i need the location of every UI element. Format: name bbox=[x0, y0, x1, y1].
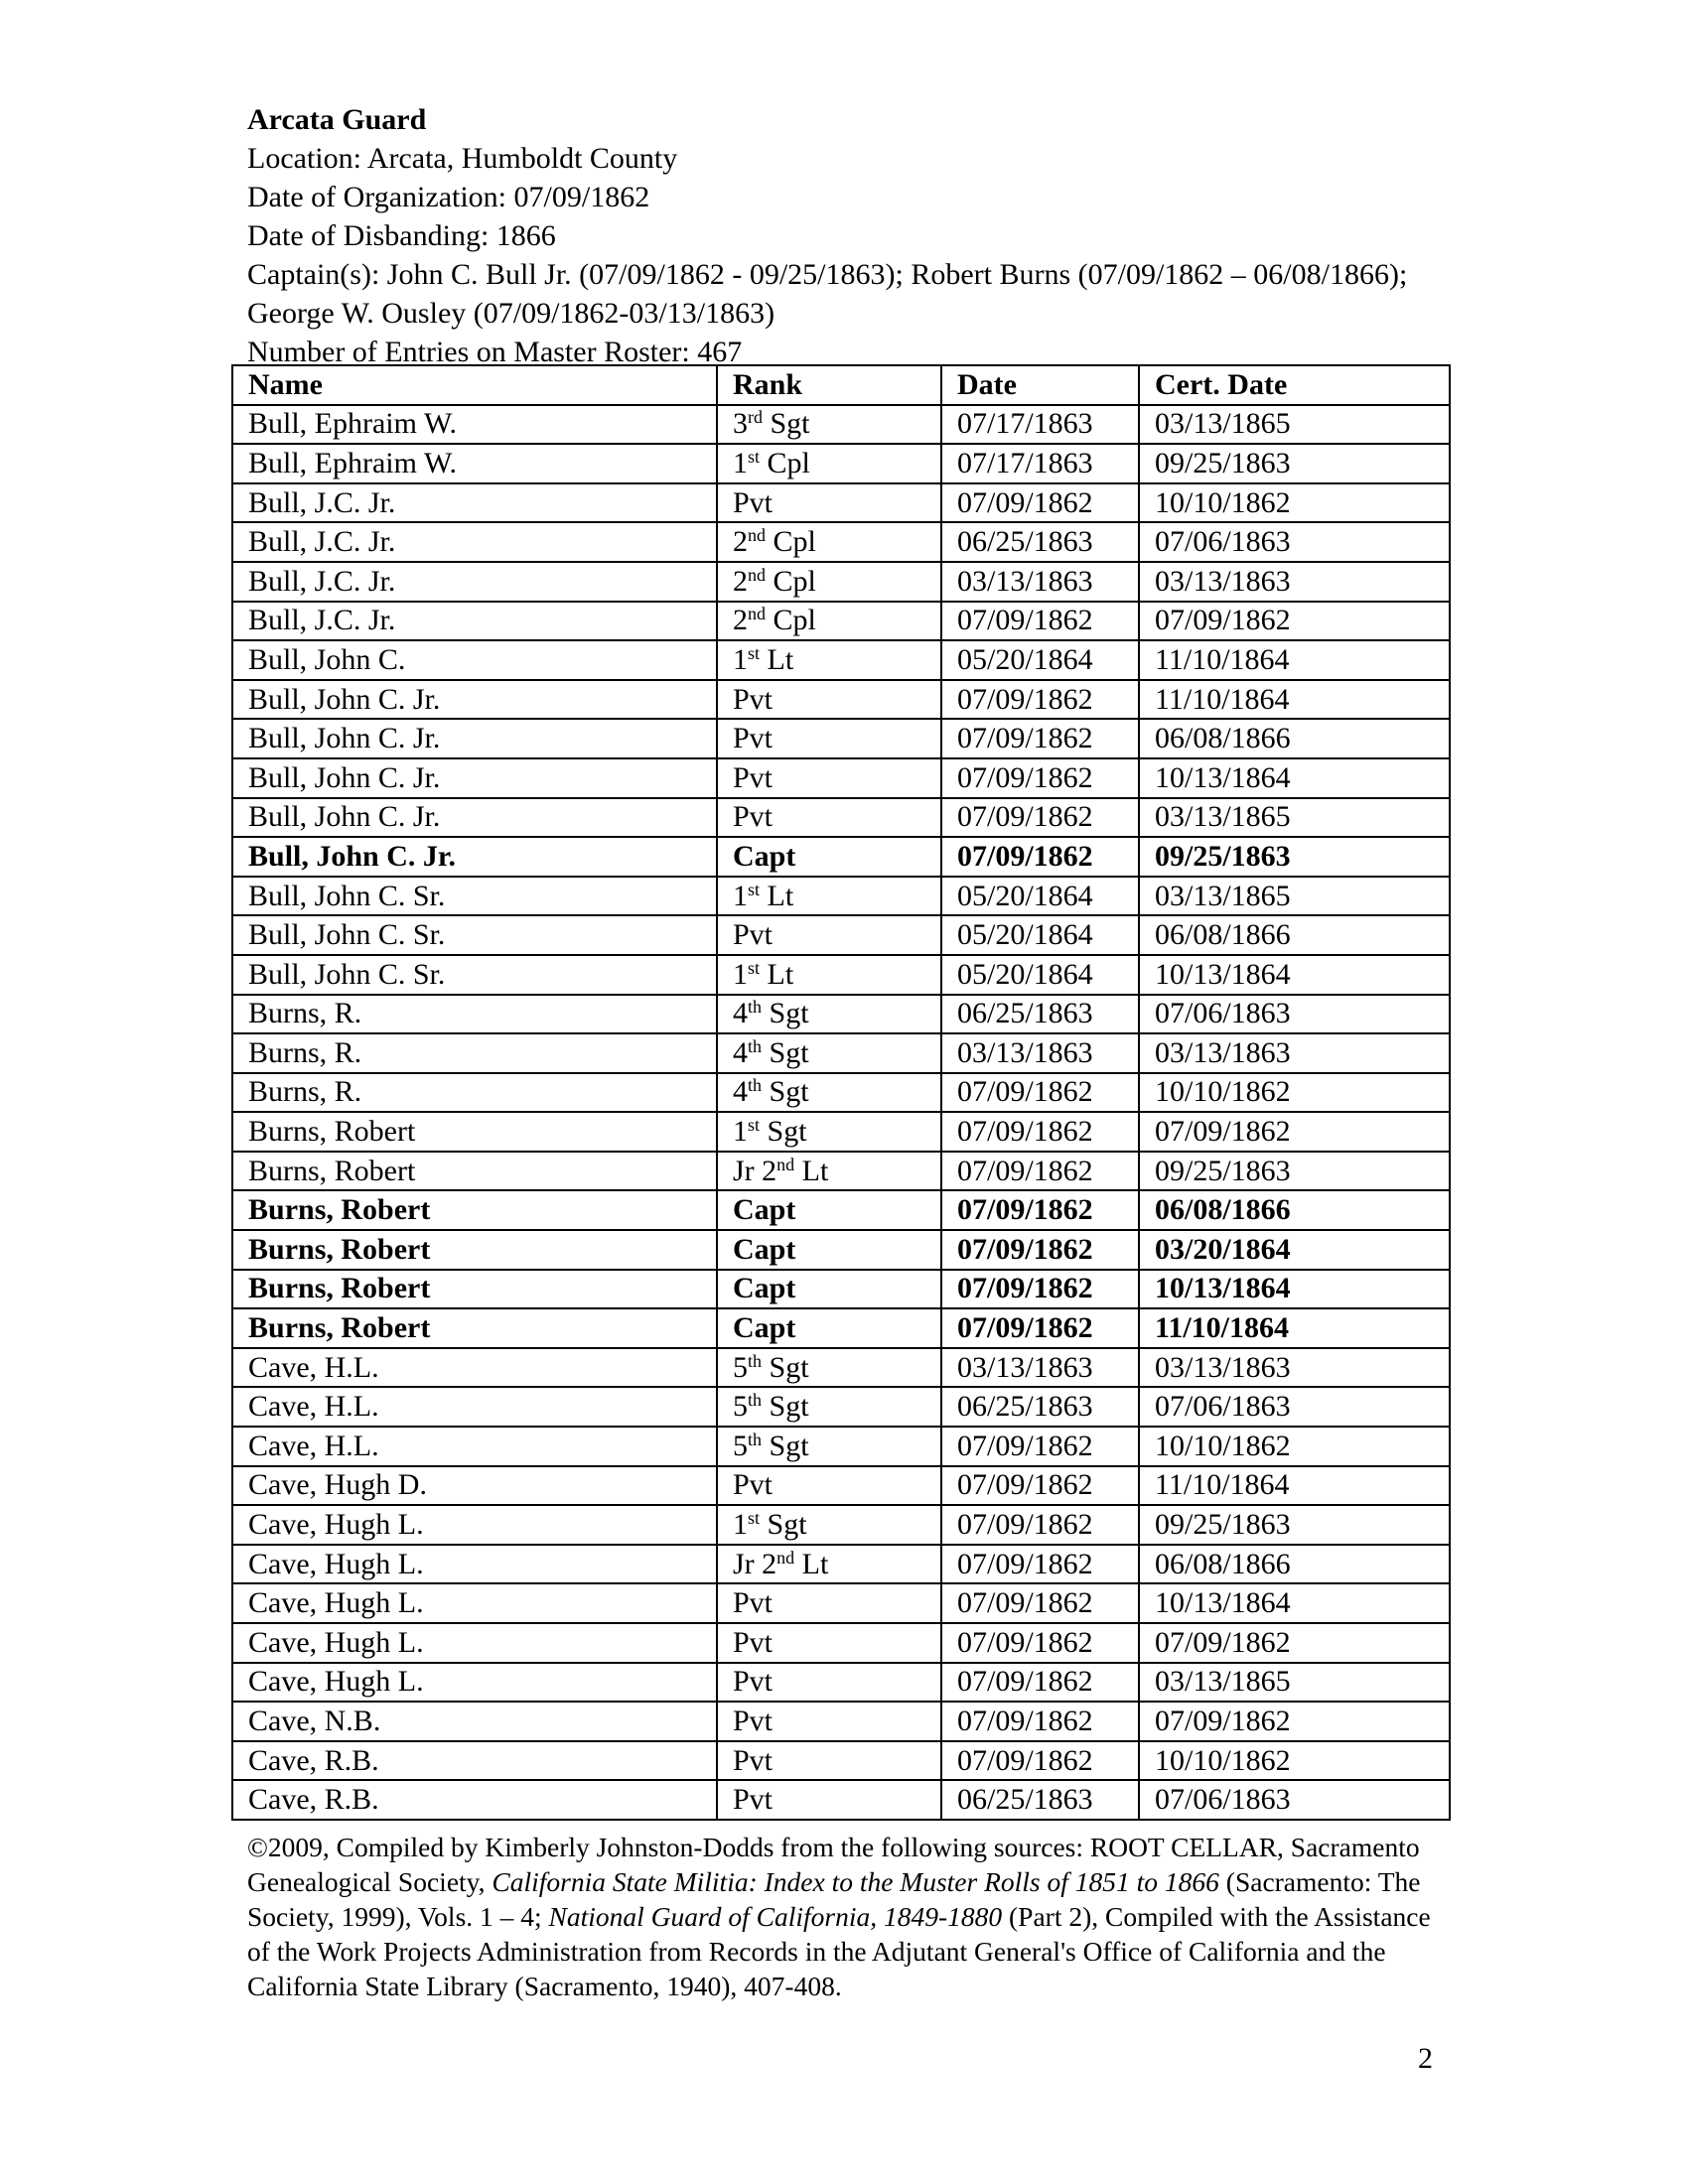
cell-rank bbox=[717, 1230, 941, 1270]
cell-date: 07/09/1862 bbox=[941, 1270, 1139, 1309]
cell-cert-date: 07/06/1863 bbox=[1139, 1780, 1450, 1820]
rank-base: Pvt bbox=[733, 800, 774, 834]
cell-cert-date: 11/10/1864 bbox=[1139, 680, 1450, 720]
cell-date: 07/09/1862 bbox=[941, 1623, 1139, 1663]
cell-cert-date: 09/25/1863 bbox=[1139, 1505, 1450, 1545]
cell-name: Cave, Hugh L. bbox=[232, 1505, 717, 1545]
cell-cert-date: 03/20/1864 bbox=[1139, 1230, 1450, 1270]
cell-date: 07/09/1862 bbox=[941, 1741, 1139, 1781]
cell-rank bbox=[717, 995, 941, 1034]
rank-base: Capt bbox=[733, 839, 796, 873]
citation-text-2: (Sacramento: The Society, 1999), Vols. 1 – 4; bbox=[247, 1866, 1421, 1932]
cell-name: Bull, John C. Jr. bbox=[232, 837, 717, 877]
cell-name: Bull, John C. Sr. bbox=[232, 877, 717, 916]
cell-date: 07/09/1862 bbox=[941, 483, 1139, 523]
cell-date: 07/09/1862 bbox=[941, 602, 1139, 641]
citation-title-2: National Guard of California, 1849-1880 bbox=[548, 1901, 1003, 1932]
table-row bbox=[232, 483, 1450, 523]
column-header-name: Name bbox=[232, 365, 717, 405]
cell-date: 07/17/1863 bbox=[941, 405, 1139, 445]
rank-base: Jr 2 bbox=[733, 1547, 777, 1580]
cell-rank bbox=[717, 1505, 941, 1545]
cell-name: Cave, N.B. bbox=[232, 1702, 717, 1741]
table-row bbox=[232, 522, 1450, 562]
rank-base: Pvt bbox=[733, 1743, 774, 1777]
cell-name: Burns, R. bbox=[232, 995, 717, 1034]
table-row bbox=[232, 1073, 1450, 1113]
cell-cert-date: 03/13/1865 bbox=[1139, 877, 1450, 916]
rank-base: 2 bbox=[733, 604, 748, 637]
table-row bbox=[232, 798, 1450, 838]
citation-title-1: California State Militia: Index to the Muster Rolls of 1851 to 1866 bbox=[492, 1866, 1219, 1897]
cell-rank bbox=[717, 837, 941, 877]
table-row bbox=[232, 1348, 1450, 1388]
cell-date: 06/25/1863 bbox=[941, 1387, 1139, 1427]
disbanding-date: Date of Disbanding: 1866 bbox=[247, 219, 556, 252]
rank-base: Pvt bbox=[733, 485, 774, 519]
rank-ordinal-suffix: st bbox=[748, 1115, 761, 1136]
cell-rank bbox=[717, 798, 941, 838]
rank-ordinal-suffix: st bbox=[748, 879, 761, 899]
rank-base: Pvt bbox=[733, 682, 774, 716]
rank-base: 1 bbox=[733, 642, 748, 676]
rank-base: 4 bbox=[733, 1035, 748, 1069]
table-row bbox=[232, 719, 1450, 758]
cell-rank bbox=[717, 1545, 941, 1584]
cell-rank bbox=[717, 877, 941, 916]
cell-name: Bull, John C. Jr. bbox=[232, 798, 717, 838]
cell-cert-date: 07/06/1863 bbox=[1139, 995, 1450, 1034]
cell-date: 07/09/1862 bbox=[941, 719, 1139, 758]
rank-base: 1 bbox=[733, 879, 748, 912]
cell-cert-date: 03/13/1863 bbox=[1139, 1033, 1450, 1073]
table-row bbox=[232, 1702, 1450, 1741]
rank-title: Sgt bbox=[762, 1350, 809, 1384]
cell-date: 07/09/1862 bbox=[941, 1505, 1139, 1545]
cell-name: Burns, Robert bbox=[232, 1190, 717, 1230]
cell-rank bbox=[717, 1741, 941, 1781]
rank-base: 5 bbox=[733, 1390, 748, 1424]
cell-name: Cave, H.L. bbox=[232, 1427, 717, 1466]
rank-base: 4 bbox=[733, 1075, 748, 1109]
table-row bbox=[232, 1190, 1450, 1230]
cell-name: Bull, John C. Jr. bbox=[232, 719, 717, 758]
table-row bbox=[232, 1112, 1450, 1152]
table-row bbox=[232, 1505, 1450, 1545]
cell-rank bbox=[717, 915, 941, 955]
cell-rank bbox=[717, 444, 941, 483]
rank-base: 1 bbox=[733, 1115, 748, 1149]
rank-base: Pvt bbox=[733, 722, 774, 755]
cell-name: Bull, John C. Jr. bbox=[232, 758, 717, 798]
rank-ordinal-suffix: th bbox=[748, 1075, 763, 1096]
column-header-cert-date: Cert. Date bbox=[1139, 365, 1450, 405]
cell-cert-date: 07/09/1862 bbox=[1139, 602, 1450, 641]
rank-base: 2 bbox=[733, 564, 748, 598]
cell-date: 03/13/1863 bbox=[941, 1033, 1139, 1073]
rank-base: Pvt bbox=[733, 1625, 774, 1659]
rank-ordinal-suffix: th bbox=[748, 1035, 763, 1056]
unit-title: Arcata Guard bbox=[247, 103, 427, 136]
cell-date: 07/09/1862 bbox=[941, 758, 1139, 798]
citation-text-3: (Part 2), Compiled with the Assistance of the Work Projects Administration from Records in the Adjutant General's Office of California and the California State Library (Sacramento, 1940), 407-408. bbox=[247, 1901, 1431, 2001]
rank-base: 5 bbox=[733, 1350, 748, 1384]
cell-name: Burns, Robert bbox=[232, 1270, 717, 1309]
rank-title: Sgt bbox=[763, 407, 810, 441]
cell-cert-date: 06/08/1866 bbox=[1139, 915, 1450, 955]
rank-ordinal-suffix: nd bbox=[748, 564, 766, 585]
table-row bbox=[232, 1545, 1450, 1584]
cell-date: 07/09/1862 bbox=[941, 1427, 1139, 1466]
citation-text-1: ©2009, Compiled by Kimberly Johnston-Dodds from the following sources: ROOT CELLAR, Sacramento Genealogical Society, bbox=[247, 1832, 1420, 1897]
table-row bbox=[232, 1663, 1450, 1703]
column-header-rank: Rank bbox=[717, 365, 941, 405]
rank-title: Lt bbox=[760, 957, 794, 991]
cell-rank bbox=[717, 758, 941, 798]
cell-name: Burns, Robert bbox=[232, 1230, 717, 1270]
roster-header bbox=[247, 100, 1459, 371]
rank-ordinal-suffix: th bbox=[748, 1429, 763, 1449]
rank-ordinal-suffix: nd bbox=[748, 525, 766, 546]
rank-base: 5 bbox=[733, 1429, 748, 1462]
rank-base: Capt bbox=[733, 1232, 796, 1266]
rank-ordinal-suffix: nd bbox=[776, 1547, 795, 1568]
cell-rank bbox=[717, 483, 941, 523]
rank-title: Sgt bbox=[760, 1115, 807, 1149]
table-row bbox=[232, 405, 1450, 445]
cell-date: 07/09/1862 bbox=[941, 798, 1139, 838]
rank-title: Cpl bbox=[760, 446, 810, 479]
rank-title: Cpl bbox=[766, 525, 816, 559]
table-row bbox=[232, 1583, 1450, 1623]
cell-rank bbox=[717, 955, 941, 995]
cell-cert-date: 03/13/1865 bbox=[1139, 1663, 1450, 1703]
rank-base: Pvt bbox=[733, 1468, 774, 1502]
cell-cert-date: 09/25/1863 bbox=[1139, 837, 1450, 877]
cell-cert-date: 07/09/1862 bbox=[1139, 1623, 1450, 1663]
cell-name: Bull, J.C. Jr. bbox=[232, 562, 717, 602]
cell-name: Burns, R. bbox=[232, 1033, 717, 1073]
cell-date: 07/09/1862 bbox=[941, 1073, 1139, 1113]
cell-date: 06/25/1863 bbox=[941, 995, 1139, 1034]
cell-name: Bull, John C. bbox=[232, 640, 717, 680]
rank-base: Capt bbox=[733, 1311, 796, 1345]
cell-date: 07/09/1862 bbox=[941, 1308, 1139, 1348]
cell-cert-date: 11/10/1864 bbox=[1139, 640, 1450, 680]
rank-ordinal-suffix: nd bbox=[776, 1154, 795, 1174]
cell-rank bbox=[717, 640, 941, 680]
rank-title: Cpl bbox=[766, 604, 816, 637]
cell-date: 07/17/1863 bbox=[941, 444, 1139, 483]
cell-rank bbox=[717, 1702, 941, 1741]
cell-cert-date: 06/08/1866 bbox=[1139, 719, 1450, 758]
cell-name: Bull, J.C. Jr. bbox=[232, 602, 717, 641]
cell-name: Cave, R.B. bbox=[232, 1741, 717, 1781]
cell-cert-date: 10/13/1864 bbox=[1139, 1270, 1450, 1309]
rank-base: Pvt bbox=[733, 760, 774, 794]
cell-cert-date: 09/25/1863 bbox=[1139, 444, 1450, 483]
rank-ordinal-suffix: st bbox=[748, 642, 761, 663]
table-row bbox=[232, 1152, 1450, 1191]
table-row bbox=[232, 877, 1450, 916]
cell-date: 07/09/1862 bbox=[941, 1190, 1139, 1230]
rank-base: Pvt bbox=[733, 1704, 774, 1737]
cell-name: Bull, John C. Jr. bbox=[232, 680, 717, 720]
table-row bbox=[232, 758, 1450, 798]
cell-cert-date: 11/10/1864 bbox=[1139, 1466, 1450, 1506]
cell-name: Cave, Hugh L. bbox=[232, 1623, 717, 1663]
cell-cert-date: 10/10/1862 bbox=[1139, 1427, 1450, 1466]
cell-date: 03/13/1863 bbox=[941, 562, 1139, 602]
cell-cert-date: 03/13/1865 bbox=[1139, 405, 1450, 445]
cell-rank bbox=[717, 1348, 941, 1388]
rank-base: 1 bbox=[733, 1508, 748, 1542]
cell-name: Bull, J.C. Jr. bbox=[232, 483, 717, 523]
cell-cert-date: 10/10/1862 bbox=[1139, 483, 1450, 523]
table-row bbox=[232, 955, 1450, 995]
table-row bbox=[232, 1270, 1450, 1309]
cell-rank bbox=[717, 1583, 941, 1623]
column-header-date: Date bbox=[941, 365, 1139, 405]
cell-name: Burns, R. bbox=[232, 1073, 717, 1113]
rank-ordinal-suffix: th bbox=[748, 997, 763, 1018]
cell-date: 07/09/1862 bbox=[941, 1230, 1139, 1270]
table-row bbox=[232, 1741, 1450, 1781]
cell-rank bbox=[717, 562, 941, 602]
cell-rank bbox=[717, 1387, 941, 1427]
cell-rank bbox=[717, 1466, 941, 1506]
rank-base: Capt bbox=[733, 1193, 796, 1227]
cell-name: Burns, Robert bbox=[232, 1308, 717, 1348]
rank-ordinal-suffix: th bbox=[748, 1390, 763, 1411]
cell-name: Bull, John C. Sr. bbox=[232, 955, 717, 995]
table-header-row bbox=[232, 365, 1450, 405]
cell-cert-date: 11/10/1864 bbox=[1139, 1308, 1450, 1348]
cell-cert-date: 10/13/1864 bbox=[1139, 955, 1450, 995]
cell-date: 06/25/1863 bbox=[941, 522, 1139, 562]
roster-entry-count: Number of Entries on Master Roster: 467 bbox=[247, 336, 743, 368]
cell-date: 05/20/1864 bbox=[941, 955, 1139, 995]
cell-name: Bull, J.C. Jr. bbox=[232, 522, 717, 562]
cell-cert-date: 07/06/1863 bbox=[1139, 522, 1450, 562]
rank-title: Sgt bbox=[762, 1390, 809, 1424]
rank-base: Pvt bbox=[733, 1586, 774, 1620]
cell-rank bbox=[717, 405, 941, 445]
source-citation bbox=[247, 1830, 1449, 2003]
cell-rank bbox=[717, 1152, 941, 1191]
roster-body bbox=[232, 405, 1450, 1820]
table-row bbox=[232, 1387, 1450, 1427]
table-row bbox=[232, 680, 1450, 720]
captains-list: Captain(s): John C. Bull Jr. (07/09/1862 - 09/25/1863); Robert Burns (07/09/1862 – 06/08/1866); George W. Ousley (07/09/1862-03/13/1863) bbox=[247, 258, 1408, 330]
cell-rank bbox=[717, 1190, 941, 1230]
cell-date: 07/09/1862 bbox=[941, 1112, 1139, 1152]
cell-rank bbox=[717, 680, 941, 720]
cell-date: 06/25/1863 bbox=[941, 1780, 1139, 1820]
rank-base: Pvt bbox=[733, 1783, 774, 1817]
cell-rank bbox=[717, 1112, 941, 1152]
cell-name: Cave, H.L. bbox=[232, 1387, 717, 1427]
rank-ordinal-suffix: st bbox=[748, 446, 761, 467]
table-row bbox=[232, 562, 1450, 602]
cell-cert-date: 10/13/1864 bbox=[1139, 1583, 1450, 1623]
rank-ordinal-suffix: nd bbox=[748, 604, 766, 624]
rank-base: 1 bbox=[733, 446, 748, 479]
cell-cert-date: 07/06/1863 bbox=[1139, 1387, 1450, 1427]
table-row bbox=[232, 1623, 1450, 1663]
cell-name: Bull, John C. Sr. bbox=[232, 915, 717, 955]
table-row bbox=[232, 444, 1450, 483]
page-number: 2 bbox=[1418, 2042, 1433, 2075]
rank-title: Lt bbox=[794, 1547, 829, 1580]
cell-rank bbox=[717, 1427, 941, 1466]
rank-ordinal-suffix: st bbox=[748, 1508, 761, 1529]
cell-rank bbox=[717, 719, 941, 758]
table-row bbox=[232, 640, 1450, 680]
cell-date: 07/09/1862 bbox=[941, 1663, 1139, 1703]
cell-rank bbox=[717, 1663, 941, 1703]
table-row bbox=[232, 1780, 1450, 1820]
rank-title: Cpl bbox=[766, 564, 816, 598]
cell-cert-date: 07/09/1862 bbox=[1139, 1112, 1450, 1152]
cell-rank bbox=[717, 1073, 941, 1113]
rank-base: Pvt bbox=[733, 1665, 774, 1699]
rank-base: Jr 2 bbox=[733, 1154, 777, 1187]
table-row bbox=[232, 1427, 1450, 1466]
rank-title: Lt bbox=[760, 642, 794, 676]
cell-rank bbox=[717, 602, 941, 641]
cell-rank bbox=[717, 1270, 941, 1309]
cell-name: Cave, Hugh D. bbox=[232, 1466, 717, 1506]
cell-rank bbox=[717, 1780, 941, 1820]
table-row bbox=[232, 1308, 1450, 1348]
table-row bbox=[232, 915, 1450, 955]
cell-date: 07/09/1862 bbox=[941, 1583, 1139, 1623]
rank-base: 2 bbox=[733, 525, 748, 559]
cell-cert-date: 07/09/1862 bbox=[1139, 1702, 1450, 1741]
unit-location: Location: Arcata, Humboldt County bbox=[247, 142, 678, 175]
cell-name: Cave, Hugh L. bbox=[232, 1583, 717, 1623]
cell-cert-date: 03/13/1863 bbox=[1139, 1348, 1450, 1388]
cell-cert-date: 10/10/1862 bbox=[1139, 1073, 1450, 1113]
rank-ordinal-suffix: st bbox=[748, 957, 761, 978]
cell-date: 07/09/1862 bbox=[941, 680, 1139, 720]
cell-name: Bull, Ephraim W. bbox=[232, 405, 717, 445]
cell-date: 07/09/1862 bbox=[941, 1466, 1139, 1506]
cell-rank bbox=[717, 522, 941, 562]
cell-cert-date: 06/08/1866 bbox=[1139, 1190, 1450, 1230]
rank-title: Sgt bbox=[760, 1508, 807, 1542]
rank-title: Sgt bbox=[762, 1035, 809, 1069]
cell-rank bbox=[717, 1033, 941, 1073]
cell-date: 05/20/1864 bbox=[941, 877, 1139, 916]
cell-date: 07/09/1862 bbox=[941, 1702, 1139, 1741]
cell-date: 03/13/1863 bbox=[941, 1348, 1139, 1388]
rank-title: Lt bbox=[760, 879, 794, 912]
rank-base: 1 bbox=[733, 957, 748, 991]
rank-base: Pvt bbox=[733, 918, 774, 952]
rank-title: Sgt bbox=[762, 1075, 809, 1109]
rank-base: 4 bbox=[733, 997, 748, 1030]
rank-ordinal-suffix: th bbox=[748, 1350, 763, 1371]
rank-title: Sgt bbox=[762, 1429, 809, 1462]
cell-cert-date: 06/08/1866 bbox=[1139, 1545, 1450, 1584]
table-row bbox=[232, 1033, 1450, 1073]
cell-name: Burns, Robert bbox=[232, 1152, 717, 1191]
cell-date: 07/09/1862 bbox=[941, 837, 1139, 877]
rank-title: Lt bbox=[794, 1154, 829, 1187]
organization-date: Date of Organization: 07/09/1862 bbox=[247, 181, 650, 213]
cell-name: Bull, Ephraim W. bbox=[232, 444, 717, 483]
cell-cert-date: 03/13/1863 bbox=[1139, 562, 1450, 602]
cell-cert-date: 10/10/1862 bbox=[1139, 1741, 1450, 1781]
cell-cert-date: 09/25/1863 bbox=[1139, 1152, 1450, 1191]
cell-rank bbox=[717, 1308, 941, 1348]
cell-name: Cave, R.B. bbox=[232, 1780, 717, 1820]
cell-rank bbox=[717, 1623, 941, 1663]
cell-cert-date: 10/13/1864 bbox=[1139, 758, 1450, 798]
roster-table bbox=[231, 364, 1451, 1821]
rank-ordinal-suffix: rd bbox=[748, 407, 763, 428]
cell-date: 07/09/1862 bbox=[941, 1545, 1139, 1584]
cell-cert-date: 03/13/1865 bbox=[1139, 798, 1450, 838]
table-row bbox=[232, 995, 1450, 1034]
table-row bbox=[232, 1466, 1450, 1506]
cell-date: 05/20/1864 bbox=[941, 640, 1139, 680]
rank-base: Capt bbox=[733, 1272, 796, 1305]
table-row bbox=[232, 1230, 1450, 1270]
rank-base: 3 bbox=[733, 407, 748, 441]
cell-name: Cave, Hugh L. bbox=[232, 1663, 717, 1703]
table-row bbox=[232, 837, 1450, 877]
table-row bbox=[232, 602, 1450, 641]
cell-date: 05/20/1864 bbox=[941, 915, 1139, 955]
cell-name: Cave, H.L. bbox=[232, 1348, 717, 1388]
cell-name: Cave, Hugh L. bbox=[232, 1545, 717, 1584]
cell-date: 07/09/1862 bbox=[941, 1152, 1139, 1191]
cell-name: Burns, Robert bbox=[232, 1112, 717, 1152]
rank-title: Sgt bbox=[762, 997, 809, 1030]
